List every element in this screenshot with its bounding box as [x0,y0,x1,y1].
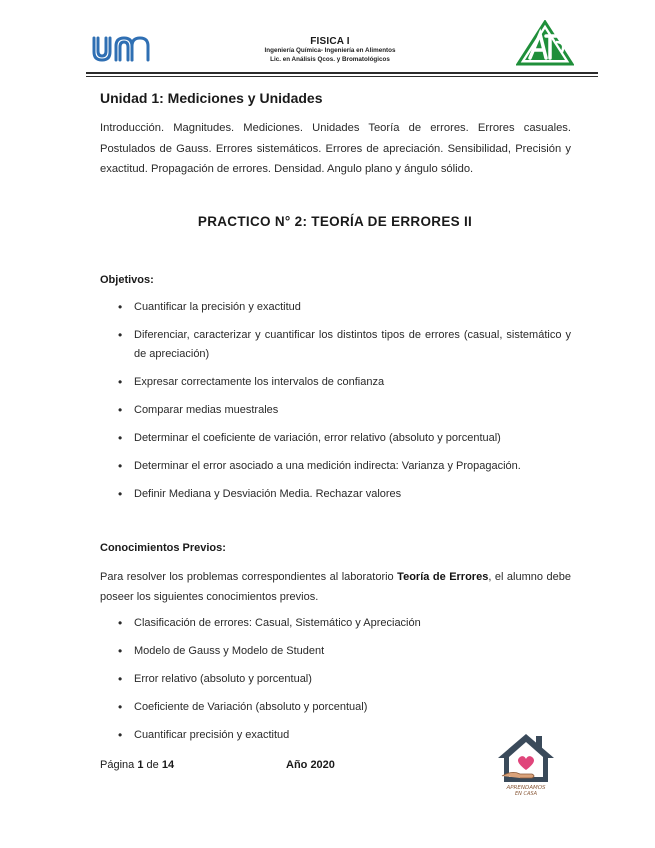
page-number [100,759,174,771]
list-item: • Modelo de Gauss y Modelo de Student [100,642,571,661]
header-rule-thick [86,72,598,74]
course-subtitle-2: Lic. en Análisis Qcos. y Bromatológicos [270,55,390,63]
course-subtitle-1: Ingeniería Química- Ingeniería en Alimentos [264,47,396,54]
page-word: Página [100,759,135,771]
unit-intro: Introducción. Magnitudes. Mediciones. Unidades Teoría de errores. Errores casuales. Postulados de Gauss. Errores sistemáticos. Errores de apreciación. Sensibilidad, Precisión y exactitud. Propagación de errores. Densidad. Angulo plano y ángulo sólido. [100,122,571,175]
badge-line-1: APRENDAMOS [506,785,546,791]
page-header [0,0,655,80]
list-item: • Definir Mediana y Desviación Media. Rechazar valores [100,485,571,504]
para-text-after: , el alumno debe poseer los siguientes conocimientos previos. [100,571,571,603]
list-item: • Coeficiente de Variación (absoluto y porcentual) [100,698,571,717]
para-text-bold: Teoría de Errores [397,571,489,583]
page-of: de [146,759,159,771]
page-total: 14 [161,759,175,771]
aprendamos-en-casa-house-icon [496,732,556,798]
badge-line-2: EN CASA [515,791,537,797]
list-item: • Cuantificar precisión y exactitud [100,726,571,745]
list-item: • Error relativo (absoluto y porcentual) [100,670,571,689]
ai-logo [516,20,574,66]
conocimientos-heading: Conocimientos Previos: [100,542,226,554]
unam-logo [90,32,158,64]
objetivos-list [100,298,571,513]
list-item: • Cuantificar la precisión y exactitud [100,298,571,317]
footer-year: Año 2020 [286,759,335,771]
course-title: FISICA I [310,36,350,47]
list-item: • Expresar correctamente los intervalos de confianza [100,373,571,392]
objetivos-heading: Objetivos: [100,274,154,286]
list-item: • Comparar medias muestrales [100,401,571,420]
header-text [200,36,460,64]
list-item: • Clasificación de errores: Casual, Sistemático y Apreciación [100,614,571,633]
page-current: 1 [137,759,144,771]
unit-title: Unidad 1: Mediciones y Unidades [100,90,323,106]
list-item: • Diferenciar, caracterizar y cuantificar los distintos tipos de errores (casual, sistemático y de apreciación) [100,326,571,364]
practico-title: PRACTICO N° 2: TEORÍA DE ERRORES II [197,214,473,229]
list-item: • Determinar el coeficiente de variación, error relativo (absoluto y porcentual) [100,429,571,448]
header-rule-thin [86,76,598,77]
para-text-before: Para resolver los problemas correspondientes al laboratorio [100,571,398,583]
list-item: • Determinar el error asociado a una medición indirecta: Varianza y Propagación. [100,457,571,476]
conocimientos-paragraph [100,567,571,607]
